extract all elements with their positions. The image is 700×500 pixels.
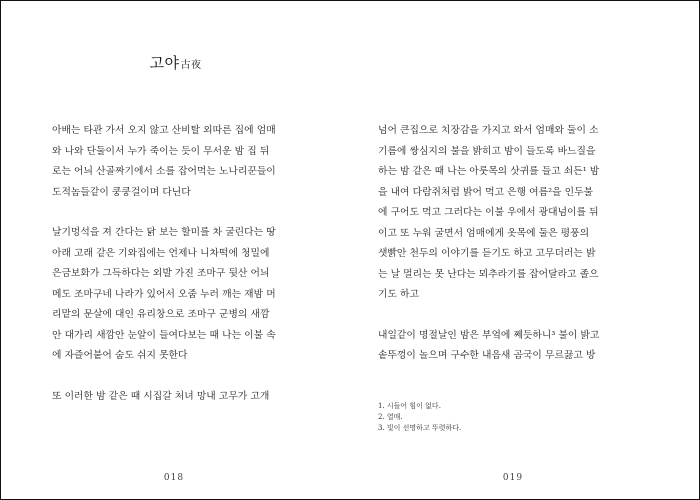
- poem-title-hanja: 古夜: [180, 60, 202, 71]
- stanza-continued: [378, 121, 621, 306]
- poem-line: 날기멍석을 져 간다는 닭 보는 할미를 차 굴린다는 땅: [52, 227, 276, 238]
- poem-line: 와 나와 단둘이서 누가 죽이는 듯이 무서운 밤 집 뒤: [52, 145, 270, 157]
- poem-line: 샛빩안 천두의 이야기를 듣기도 하고 고무더러는 밝: [378, 248, 596, 259]
- poem-line: 또 이러한 밤 같은 때 시집갈 처녀 망내 고무가 고개: [52, 390, 270, 402]
- page-number: 018: [163, 473, 185, 483]
- poem-line: 안 대가리 새깜안 눈알이 들여다보는 때 나는 이불 속: [52, 329, 276, 341]
- poem-line: 로는 어늬 산골짜기에서 소를 잡어먹는 노나리꾼들이: [52, 166, 276, 177]
- poem-line: 메도 조마구네 나라가 있어서 오줌 누러 깨는 재밤 머: [52, 288, 276, 300]
- poem-line: 리맡의 문살에 대인 유리창으로 조마구 군병의 새깜: [52, 309, 270, 320]
- poem-line: 이고 또 누워 굴면서 엄매에게 옷목에 둘은 평풍의: [378, 227, 590, 239]
- poem-line: 기도 하고: [378, 289, 419, 300]
- stanza-3: [52, 387, 295, 408]
- page-number: 019: [502, 473, 524, 483]
- right-page-body: [378, 121, 621, 367]
- poem-line: 는 날 멀리는 못 난다는 뫼추라기를 잡어달라고 졸으: [378, 268, 599, 280]
- stanza-4: [378, 326, 621, 367]
- poem-line: 넘어 큰집으로 치장감을 가지고 와서 엄매와 둘이 소: [378, 125, 599, 136]
- poem-line: 도적놈들같이 쿵쿵걸이며 다닌다: [52, 186, 191, 198]
- poem-line: 에 구어도 먹고 그러다는 이불 우에서 광대넘이를 뒤: [378, 207, 599, 218]
- poem-line: 솥뚜껑이 놀으며 구수한 내음새 곰국이 무르끓고 방: [378, 350, 596, 361]
- left-page-body: [52, 121, 295, 407]
- right-page: [350, 1, 699, 499]
- poem-line: 내일같이 명절날인 밤은 부엌에 쩨듯하니³ 불이 밝고: [378, 329, 600, 341]
- poem-line: 에 자즐어붙어 숨도 쉬지 못한다: [52, 350, 188, 361]
- stanza-2: [52, 223, 295, 367]
- poem-line: 을 내여 다람쥐처럼 밝어 먹고 은행 여름²을 인두불: [378, 186, 594, 198]
- left-page: [1, 1, 350, 499]
- footnote: 3. 빛이 선명하고 뚜렷하다.: [378, 424, 462, 432]
- footnote: 1. 시들어 힘이 없다.: [378, 402, 441, 410]
- poem-title: [1, 52, 350, 73]
- poem-title-korean: 고야: [149, 54, 180, 72]
- poem-line: 아배는 타관 가서 오지 않고 산비탈 외따른 집에 엄매: [52, 125, 276, 136]
- poem-line: 은금보화가 그득하다는 외발 가진 조마구 뒷산 어늬: [52, 268, 270, 279]
- poem-line: 기름에 쌍심지의 불을 밝히고 밤이 들도록 바느질을: [378, 145, 596, 157]
- footnote: 2. 열매.: [378, 413, 403, 421]
- poem-line: 아래 고래 같은 기와집에는 언제나 니차떡에 청밀에: [52, 247, 270, 259]
- footnotes: [378, 401, 461, 434]
- poem-line: 하는 밤 같은 때 나는 아룻목의 삿귀를 들고 쇠든¹ 밤: [378, 166, 600, 177]
- stanza-1: [52, 121, 295, 203]
